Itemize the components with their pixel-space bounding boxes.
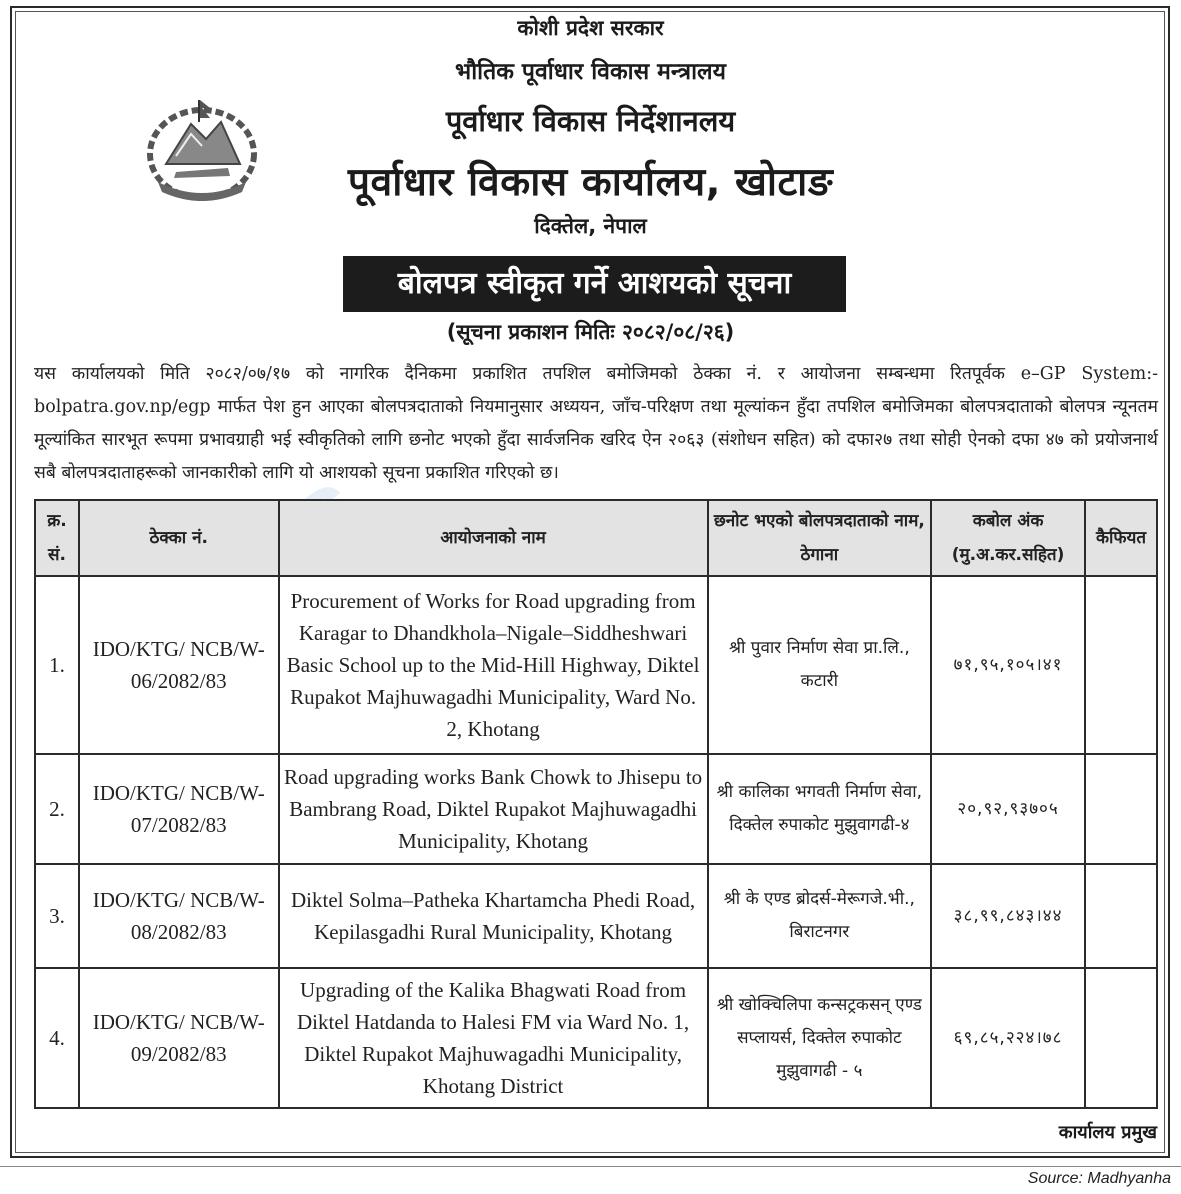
header-sn: क्र. सं. [35,500,79,576]
cell-contract-no: IDO/KTG/ NCB/W-07/2082/83 [79,754,279,864]
table-row [35,864,1157,968]
header-ministry: भौतिक पूर्वाधार विकास मन्त्रालय [455,59,726,85]
table-row [35,754,1157,864]
publication-date: (सूचना प्रकाशन मितिः २०८२/०८/२६) [446,320,735,344]
cell-bidder: श्री पुवार निर्माण सेवा प्रा.लि., कटारी [708,576,932,754]
cell-remarks [1085,576,1157,754]
header-amount: कबोल अंक (मु.अ.कर.सहित) [931,500,1085,576]
cell-amount: ७१,९५,१०५।४१ [931,576,1085,754]
divider [0,1166,1181,1167]
cell-project: Diktel Solma–Patheka Khartamcha Phedi Road, Kepilasgadhi Rural Municipality, Khotang [279,864,708,968]
awarded-bids-table [34,499,1158,1109]
cell-contract-no: IDO/KTG/ NCB/W-09/2082/83 [79,968,279,1108]
cell-amount: ६९,८५,२२४।७८ [931,968,1085,1108]
cell-bidder: श्री कालिका भगवती निर्माण सेवा, दिक्तेल रुपाकोट मुझुवागढी-४ [708,754,932,864]
header-contract-no: ठेक्का नं. [79,500,279,576]
table-row [35,576,1157,754]
header-project: आयोजनाको नाम [279,500,708,576]
cell-contract-no: IDO/KTG/ NCB/W-08/2082/83 [79,864,279,968]
header-province: कोशी प्रदेश सरकार [517,16,664,40]
cell-amount: २०,९२,९३७०५ [931,754,1085,864]
signoff-office-chief: कार्यालय प्रमुख [1058,1122,1157,1143]
header-office: पूर्वाधार विकास कार्यालय, खोटाङ [347,160,834,205]
cell-sn: 2. [35,754,79,864]
source-credit: Source: Madhyanha [1027,1170,1171,1187]
cell-sn: 4. [35,968,79,1108]
header-directorate: पूर्वाधार विकास निर्देशानलय [445,104,736,138]
cell-sn: 3. [35,864,79,968]
cell-project: Upgrading of the Kalika Bhagwati Road from Diktel Hatdanda to Halesi FM via Ward No. 1, Diktel Rupakot Majhuwagadhi Municipality, Khotang District [279,968,708,1108]
cell-amount: ३८,९९,८४३।४४ [931,864,1085,968]
header-location: दिक्तेल, नेपाल [534,214,647,238]
cell-project: Road upgrading works Bank Chowk to Jhisepu to Bambrang Road, Diktel Rupakot Majhuwagadhi Municipality, Khotang [279,754,708,864]
header-bidder: छनोट भएको बोलपत्रदाताको नाम, ठेगाना [708,500,932,576]
cell-bidder: श्री के एण्ड ब्रोदर्स-मेरूगजे.भी., बिराटनगर [708,864,932,968]
cell-remarks [1085,864,1157,968]
notice-title: बोलपत्र स्वीकृत गर्ने आशयको सूचना [343,256,846,312]
cell-sn: 1. [35,576,79,754]
table-row [35,968,1157,1108]
header-remarks: कैफियत [1085,500,1157,576]
cell-project: Procurement of Works for Road upgrading from Karagar to Dhandkhola–Nigale–Siddheshwari Basic School up to the Mid-Hill Highway, Diktel Rupakot Majhuwagadhi Municipality, Ward No. 2, Khotang [279,576,708,754]
cell-bidder: श्री खोक्चिलिपा कन्सट्रकसन् एण्ड सप्लायर्स, दिक्तेल रुपाकोट मुझुवागढी - ५ [708,968,932,1108]
intro-paragraph: यस कार्यालयको मिति २०८२/०७/१७ को नागरिक दैनिकमा प्रकाशित तपशिल बमोजिमको ठेक्का नं. र आयोजना सम्बन्धमा रितपूर्वक e–GP System:- bolpatra.gov.np/egp मार्फत पेश हुन आएका बोलपत्रदाताको नियमानुसार अध्ययन, जाँच-परिक्षण तथा मूल्यांकन हुँदा तपशिल बमोजिमका बोलपत्रदाताको बोलपत्र न्यूनतम मूल्यांकित सारभूत रूपमा प्रभावग्राही भई स्वीकृतिको लागि छनोट भएको हुँदा सार्वजनिक खरिद ऐन २०६३ (संशोधन सहित) को दफा२७ तथा सोही ऐनको दफा ४७ को प्रयोजनार्थ सबै बोलपत्रदाताहरूको जानकारीको लागि यो आशयको सूचना प्रकाशित गरिएको छ। [34,364,1158,483]
cell-remarks [1085,968,1157,1108]
table-header-row [35,500,1157,576]
cell-contract-no: IDO/KTG/ NCB/W-06/2082/83 [79,576,279,754]
cell-remarks [1085,754,1157,864]
